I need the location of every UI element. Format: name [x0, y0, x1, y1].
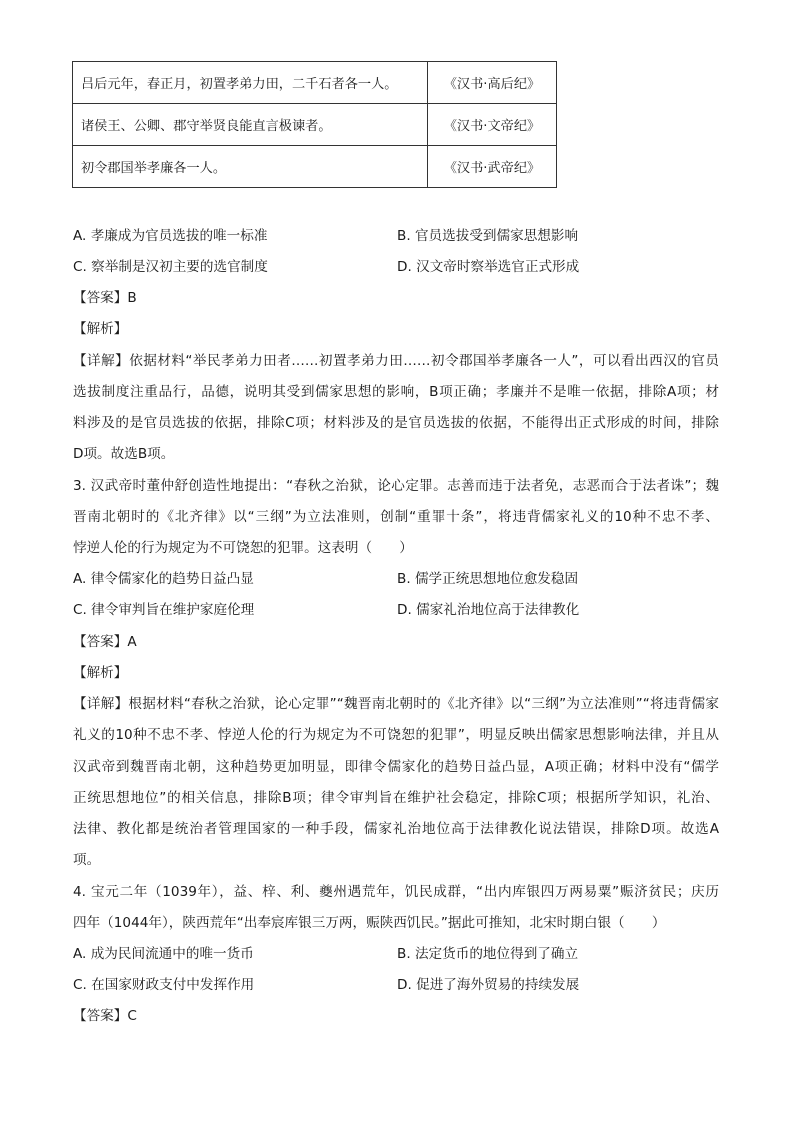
- q3-stem-line: 晋南北朝时的《北齐律》以“三纲”为立法准则，创制“重罪十条”，将违背儒家礼义的10种不忠不孝、: [73, 509, 719, 525]
- q2-detail-line: D项。故选B项。: [73, 446, 175, 462]
- q3-stem-line: 3. 汉武帝时董仲舒创造性地提出：“春秋之治狱，论心定罪。志善而违于法者免，志恶而合于法者诛”；魏: [73, 478, 719, 494]
- q3-detail-line: 法律、教化都是统治者管理国家的一种手段，儒家礼治地位高于法律教化说法错误，排除D项。故选A: [73, 821, 719, 837]
- q3-analysis-heading: 【解析】: [73, 665, 128, 681]
- q4-answer: 【答案】C: [73, 1008, 137, 1024]
- q2-answer: 【答案】B: [73, 290, 137, 306]
- q4-option-d: D. 促进了海外贸易的持续发展: [397, 977, 580, 993]
- q2-detail-line: 选拔制度注重品行，品德，说明其受到儒家思想的影响，B项正确；孝廉并不是唯一依据，排除A项；材: [73, 384, 719, 400]
- q2-option-b: B. 官员选拔受到儒家思想影响: [397, 228, 579, 244]
- q2-detail-line: 料涉及的是官员选拔的依据，排除C项；材料涉及的是官员选拔的依据，不能得出正式形成的时间，排除: [73, 415, 719, 431]
- q2-detail-line: 【详解】依据材料“举民孝弟力田者……初置孝弟力田……初令郡国举孝廉各一人”，可以看出西汉的官员: [73, 353, 719, 369]
- q4-stem-line: 4. 宝元二年（1039年），益、梓、利、夔州遇荒年，饥民成群，“出内库银四万两易粟”赈济贫民；庆历: [73, 884, 719, 900]
- q3-detail-line: 礼义的10种不忠不孝、悖逆人伦的行为规定为不可饶恕的犯罪”，明显反映出儒家思想影响法律，并且从: [73, 727, 719, 743]
- table-cell-source: 《汉书·高后纪》: [428, 62, 557, 104]
- q3-detail-line: 【详解】根据材料“春秋之治狱，论心定罪”“魏晋南北朝时的《北齐律》以“三纲”为立法准则”“将违背儒家: [73, 696, 719, 712]
- q3-option-a: A. 律令儒家化的趋势日益凸显: [73, 571, 254, 587]
- table-row: [73, 104, 557, 146]
- q3-detail-line: 项。: [73, 852, 101, 868]
- q3-answer: 【答案】A: [73, 634, 137, 650]
- table-row: [73, 62, 557, 104]
- q4-option-a: A. 成为民间流通中的唯一货币: [73, 946, 254, 962]
- q3-detail-line: 正统思想地位”的相关信息，排除B项；律令审判旨在维护社会稳定，排除C项；根据所学知识，礼治、: [73, 790, 719, 806]
- table-cell-source: 《汉书·文帝纪》: [428, 104, 557, 146]
- q2-option-a: A. 孝廉成为官员选拔的唯一标准: [73, 228, 268, 244]
- q3-detail-line: 汉武帝到魏晋南北朝，这种趋势更加明显，即律令儒家化的趋势日益凸显，A项正确；材料中没有“儒学: [73, 759, 719, 775]
- q4-option-b: B. 法定货币的地位得到了确立: [397, 946, 579, 962]
- q3-option-c: C. 律令审判旨在维护家庭伦理: [73, 602, 255, 618]
- q3-stem-line: 悖逆人伦的行为规定为不可饶恕的犯罪。这表明（ ）: [73, 540, 413, 556]
- table-cell-text: 吕后元年，春正月，初置孝弟力田，二千石者各一人。: [73, 62, 428, 104]
- q2-analysis-heading: 【解析】: [73, 321, 128, 337]
- q4-option-c: C. 在国家财政支付中发挥作用: [73, 977, 255, 993]
- q2-option-c: C. 察举制是汉初主要的选官制度: [73, 259, 268, 275]
- source-table: [72, 61, 557, 188]
- table-cell-text: 初令郡国举孝廉各一人。: [73, 146, 428, 188]
- table-cell-text: 诸侯王、公卿、郡守举贤良能直言极谏者。: [73, 104, 428, 146]
- q2-option-d: D. 汉文帝时察举选官正式形成: [397, 259, 580, 275]
- q3-option-d: D. 儒家礼治地位高于法律教化: [397, 602, 580, 618]
- table-row: [73, 146, 557, 188]
- table-cell-source: 《汉书·武帝纪》: [428, 146, 557, 188]
- q4-stem-line: 四年（1044年），陕西荒年“出奉宸库银三万两，赈陕西饥民。”据此可推知，北宋时期白银（ ）: [73, 915, 666, 931]
- q3-option-b: B. 儒学正统思想地位愈发稳固: [397, 571, 579, 587]
